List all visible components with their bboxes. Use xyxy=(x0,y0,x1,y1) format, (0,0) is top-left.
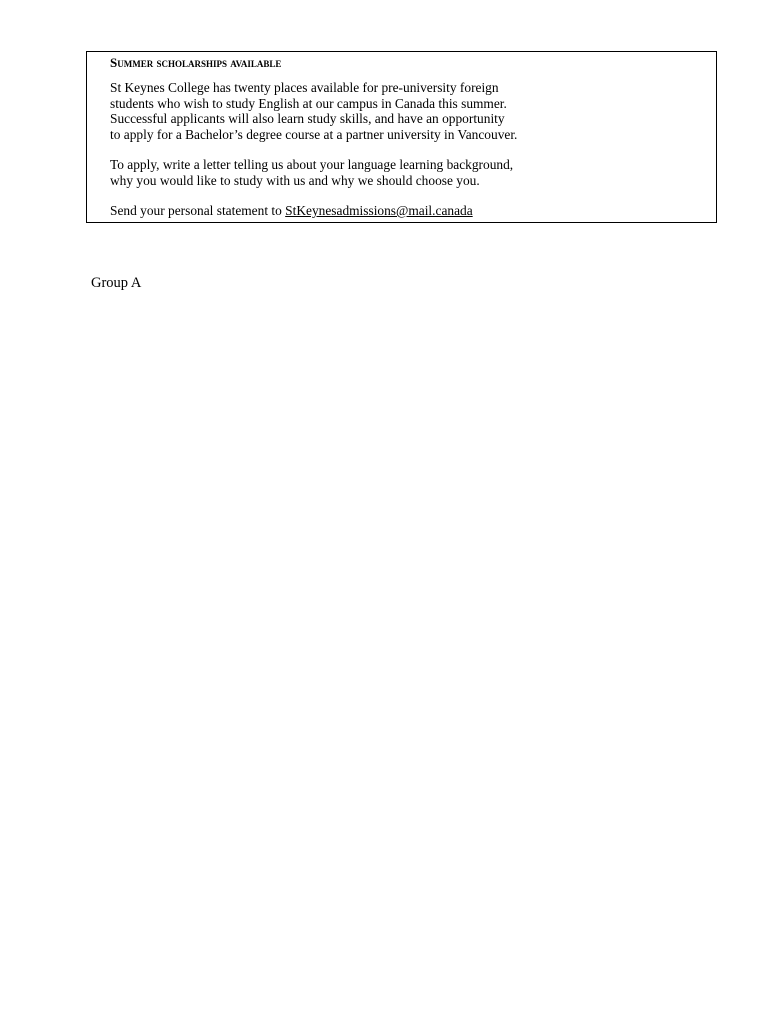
notice-line: Successful applicants will also learn study skills, and have an opportunity xyxy=(110,111,505,126)
notice-content xyxy=(110,52,708,219)
admissions-email-link[interactable]: StKeynesadmissions@mail.canada xyxy=(285,203,473,218)
notice-line: why you would like to study with us and why we should choose you. xyxy=(110,172,480,188)
send-statement-text: Send your personal statement to xyxy=(110,203,286,218)
notice-line: To apply, write a letter telling us about your language learning background, xyxy=(110,157,514,172)
notice-line: St Keynes College has twenty places available for pre-university foreign xyxy=(110,80,499,95)
notice-paragraph-send xyxy=(110,203,708,219)
notice-line: students who wish to study English at our campus in Canada this summer. xyxy=(110,95,507,111)
notice-line: to apply for a Bachelor’s degree course at a partner university in Vancouver. xyxy=(110,126,518,142)
notice-paragraph-apply xyxy=(110,157,708,188)
scholarship-notice-box xyxy=(86,51,717,223)
group-label: Group A xyxy=(91,275,142,291)
notice-paragraph-intro xyxy=(110,80,708,142)
notice-heading: Summer scholarships available xyxy=(110,55,282,70)
